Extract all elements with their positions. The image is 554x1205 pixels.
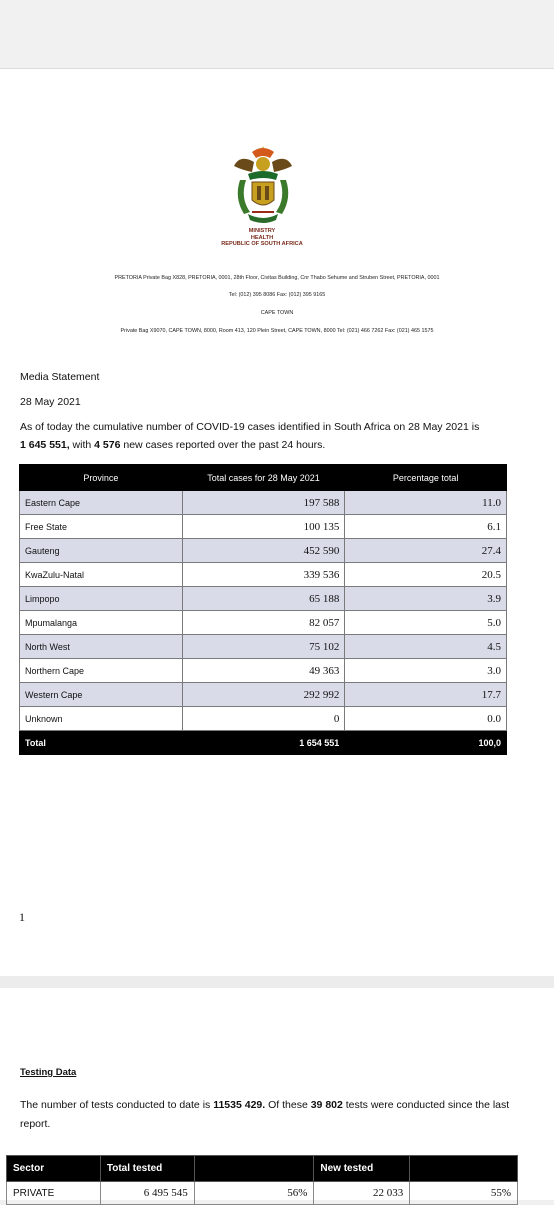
pct-cell: 20.5 <box>345 563 507 587</box>
province-cases-table <box>19 464 507 755</box>
ministry-line1: MINISTRY <box>248 228 276 234</box>
table-row <box>20 659 507 683</box>
province-cell: Northern Cape <box>20 659 183 683</box>
pretoria-address: PRETORIA Private Bag X828, PRETORIA, 0001, 28th Floor, Civitas Building, Cnr Thabo Sehume and Struben Street, PRETORIA, 0001 <box>114 275 440 281</box>
intro-new-cases: 4 576 <box>94 439 121 451</box>
media-statement-heading: Media Statement <box>20 371 100 383</box>
province-cell: Eastern Cape <box>20 491 183 515</box>
total-pct: 100,0 <box>345 731 507 755</box>
cases-cell: 82 057 <box>182 611 345 635</box>
col-header-total-tested: Total tested <box>100 1156 194 1182</box>
pretoria-tel: Tel: (012) 395 8086 Fax: (012) 395 9165 <box>228 292 326 298</box>
testing-paragraph <box>20 1096 520 1134</box>
testing-total: 11535 429. <box>213 1099 266 1111</box>
ministry-line3: REPUBLIC OF SOUTH AFRICA <box>221 241 303 248</box>
pct-cell: 27.4 <box>345 539 507 563</box>
cape-town-address: Private Bag X9070, CAPE TOWN, 8000, Room 413, 120 Plein Street, CAPE TOWN, 8000 Tel: (021) 466 7262 Fax: (021) 465 1575 <box>120 328 434 334</box>
province-cell: North West <box>20 635 183 659</box>
col-header-total-cases: Total cases for 28 May 2021 <box>182 465 345 491</box>
total-row <box>20 731 507 755</box>
pct-cell: 3.0 <box>345 659 507 683</box>
page-separator <box>0 976 554 988</box>
col-header-sector: Sector <box>7 1156 101 1182</box>
cases-cell: 0 <box>182 707 345 731</box>
province-cell: Western Cape <box>20 683 183 707</box>
province-cell: Gauteng <box>20 539 183 563</box>
coat-of-arms-logo <box>230 144 296 228</box>
intro-text: As of today the cumulative number of COVID-19 cases identified in South Africa on 28 May 2021 is <box>20 421 480 433</box>
testing-text1: The number of tests conducted to date is <box>20 1099 214 1111</box>
statement-date: 28 May 2021 <box>20 396 81 408</box>
table-row <box>20 635 507 659</box>
intro-mid: with <box>69 439 95 451</box>
table-row <box>20 491 507 515</box>
testing-new: 39 802 <box>310 1099 343 1111</box>
testing-table <box>6 1155 518 1205</box>
col-header-province: Province <box>20 465 183 491</box>
table-row <box>20 683 507 707</box>
intro-paragraph <box>20 418 520 454</box>
cases-cell: 49 363 <box>182 659 345 683</box>
ministry-line2: HEALTH <box>250 234 274 241</box>
total-pct-cell: 56% <box>194 1182 314 1205</box>
col-header-percentage: Percentage total <box>345 465 507 491</box>
table-row <box>20 587 507 611</box>
province-cell: Limpopo <box>20 587 183 611</box>
new-pct-cell: 55% <box>410 1182 518 1205</box>
intro-end: new cases reported over the past 24 hours. <box>120 439 326 451</box>
pct-cell: 3.9 <box>345 587 507 611</box>
total-tested-cell: 6 495 545 <box>100 1182 194 1205</box>
testing-header-row <box>7 1156 518 1182</box>
pct-cell: 17.7 <box>345 683 507 707</box>
table-header-row <box>20 465 507 491</box>
ministry-label <box>200 228 324 248</box>
table-row <box>20 563 507 587</box>
pct-cell: 6.1 <box>345 515 507 539</box>
table-row <box>20 707 507 731</box>
cases-cell: 75 102 <box>182 635 345 659</box>
total-cases: 1 654 551 <box>182 731 345 755</box>
viewer-top-bar <box>0 0 554 69</box>
province-cell: KwaZulu-Natal <box>20 563 183 587</box>
cases-cell: 197 588 <box>182 491 345 515</box>
pct-cell: 0.0 <box>345 707 507 731</box>
province-cell: Mpumalanga <box>20 611 183 635</box>
new-tested-cell: 22 033 <box>314 1182 410 1205</box>
cases-cell: 100 135 <box>182 515 345 539</box>
table-row <box>20 611 507 635</box>
cape-town-heading: CAPE TOWN <box>260 310 294 316</box>
col-header-blank1 <box>194 1156 314 1182</box>
cases-cell: 339 536 <box>182 563 345 587</box>
cases-cell: 65 188 <box>182 587 345 611</box>
province-cell: Free State <box>20 515 183 539</box>
pct-cell: 4.5 <box>345 635 507 659</box>
table-row <box>20 515 507 539</box>
col-header-blank2 <box>410 1156 518 1182</box>
intro-cumulative: 1 645 551, <box>20 439 70 451</box>
table-row <box>7 1182 518 1205</box>
table-row <box>20 539 507 563</box>
pct-cell: 11.0 <box>345 491 507 515</box>
total-label: Total <box>20 731 183 755</box>
testing-text3: tests were conducted since the last report. <box>20 1099 510 1130</box>
testing-text2: Of these <box>265 1099 311 1111</box>
col-header-new-tested: New tested <box>314 1156 410 1182</box>
page-number: 1 <box>19 910 25 924</box>
pct-cell: 5.0 <box>345 611 507 635</box>
province-cell: Unknown <box>20 707 183 731</box>
cases-cell: 292 992 <box>182 683 345 707</box>
sector-cell: PRIVATE <box>7 1182 101 1205</box>
cases-cell: 452 590 <box>182 539 345 563</box>
testing-data-heading: Testing Data <box>20 1067 77 1078</box>
